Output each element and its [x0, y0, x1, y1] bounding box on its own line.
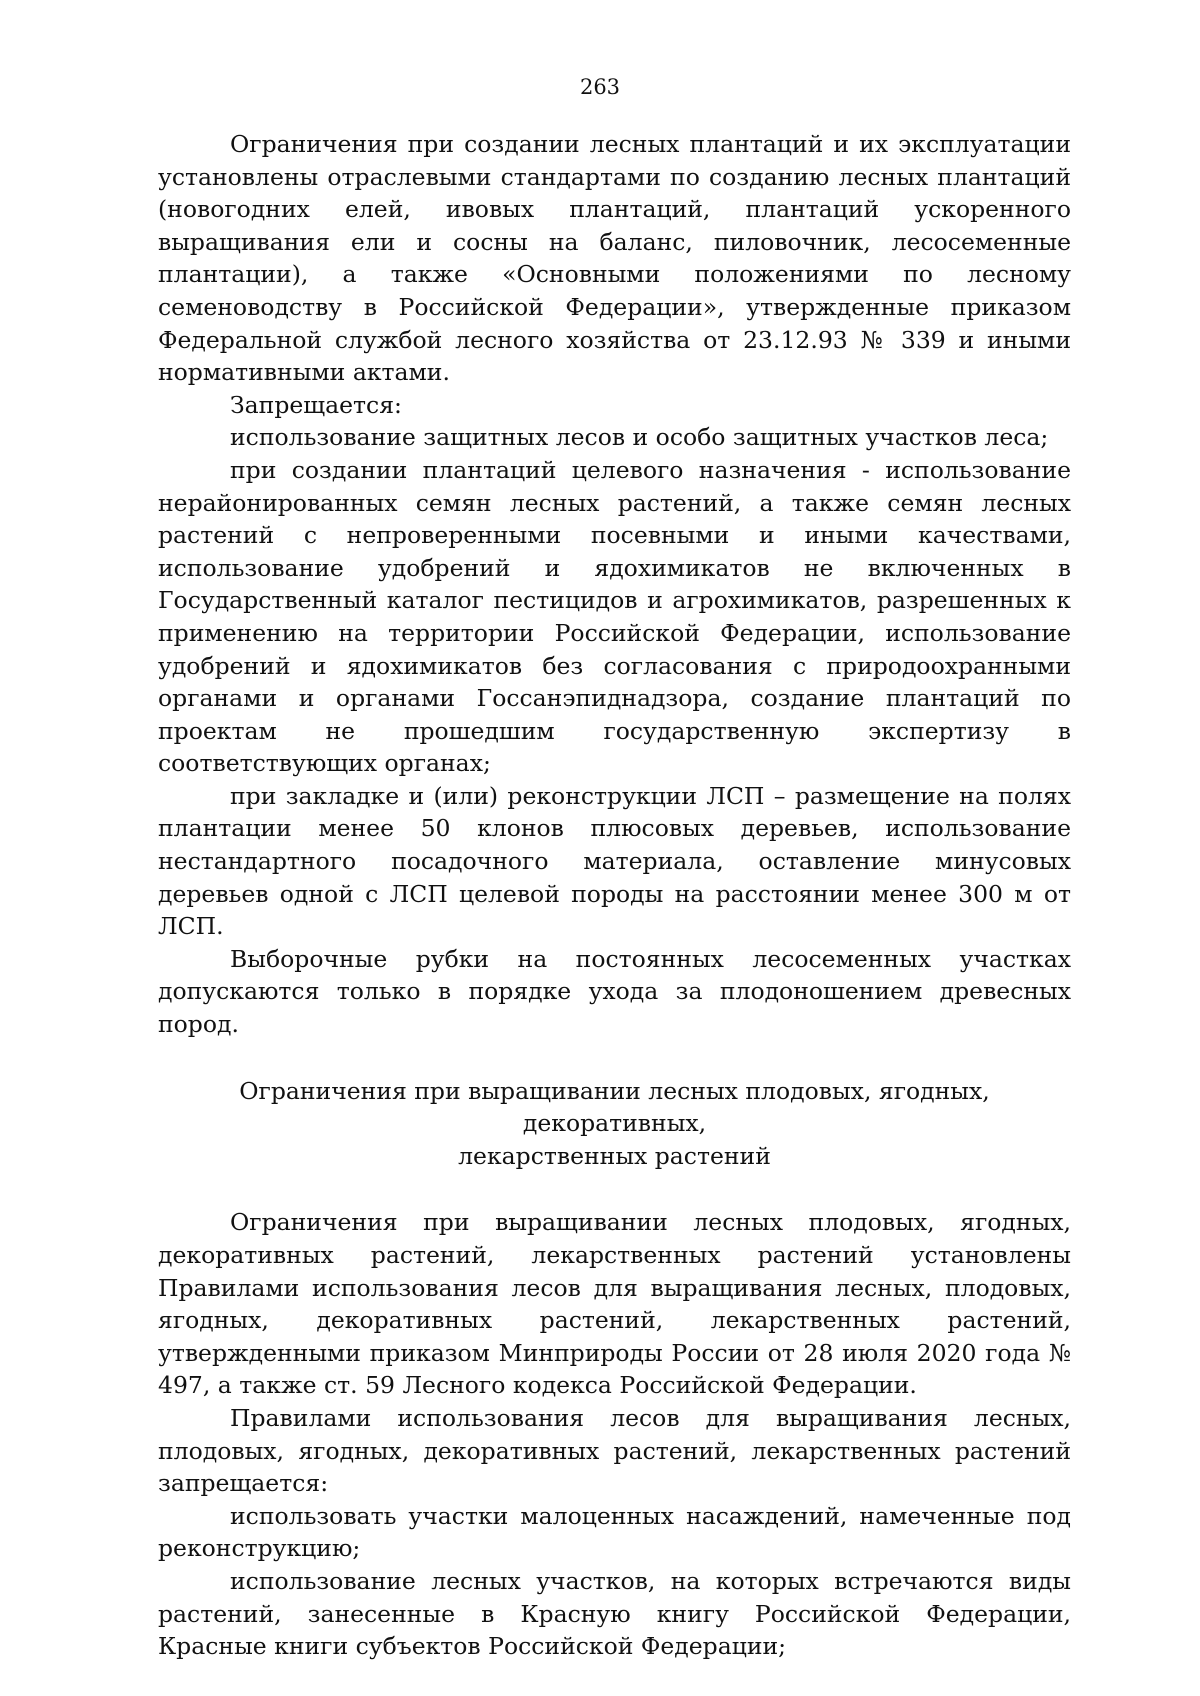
paragraph-selective-felling: Выборочные рубки на постоянных лесосеменных участках допускаются только в порядке ухода за плодоношением древесных пород.: [158, 944, 1071, 1039]
paragraph-growing-restrictions: Ограничения при выращивании лесных плодовых, ягодных, декоративных растений, лекарственных растений установлены Правилами использования лесов для выращивания лесных, плодовых, ягодных, декоративных растений, лекарственных растений, утвержденными приказом Минприроды России от 28 июля 2020 года № 497, а также ст. 59 Лесного кодекса Российской Федерации.: [158, 1208, 1071, 1400]
paragraph-target-plantations: при создании плантаций целевого назначения - использование нерайонированных семян лесных растений, а также семян лесных растений с непроверенными посевными и иными качествами, использование удобрений и ядохимикатов не включенных в Государственный каталог пестицидов и агрохимикатов, разрешенных к применению на территории Российской Федерации, использование удобрений и ядохимикатов без согласования с природоохранными органами и органами Госсанэпиднадзора, создание плантаций по проектам не прошедшим государственную экспертизу в соответствующих органах;: [158, 455, 1071, 778]
page-number: 263: [579, 75, 621, 99]
section-heading: [158, 1075, 1071, 1173]
paragraph-rules-prohibit-intro: Правилами использования лесов для выращивания лесных, плодовых, ягодных, декоративных растений, лекарственных растений запрещается:: [158, 1403, 1071, 1498]
document-body: [158, 128, 1071, 1663]
paragraph-low-value-stands: использовать участки малоценных насаждений, намеченные под реконструкцию;: [158, 1501, 1071, 1563]
paragraph-protective-forests: использование защитных лесов и особо защитных участков леса;: [230, 423, 1049, 452]
section-heading-line-2: лекарственных растений: [458, 1141, 771, 1170]
paragraph-plantation-restrictions: Ограничения при создании лесных плантаций и их эксплуатации установлены отраслевыми стандартами по созданию лесных плантаций (новогодних елей, ивовых плантаций, плантаций ускоренного выращивания ели и сосны на баланс, пиловочник, лесосеменные плантации), а также «Основными положениями по лесному семеноводству в Российской Федерации», утвержденные приказом Федеральной службой лесного хозяйства от 23.12.93 № 339 и иными нормативными актами.: [158, 130, 1071, 387]
paragraph-red-book-species: использование лесных участков, на которых встречаются виды растений, занесенные в Красную книгу Российской Федерации, Красные книги субъектов Российской Федерации;: [158, 1566, 1071, 1661]
section-heading-line-1: Ограничения при выращивании лесных плодовых, ягодных, декоративных,: [239, 1076, 990, 1138]
paragraph-prohibited-intro: Запрещается:: [230, 390, 402, 419]
paragraph-seed-plantations: при закладке и (или) реконструкции ЛСП – размещение на полях плантации менее 50 клонов плюсовых деревьев, использование нестандартного посадочного материала, оставление минусовых деревьев одной с ЛСП целевой породы на расстоянии менее 300 м от ЛСП.: [158, 781, 1071, 941]
